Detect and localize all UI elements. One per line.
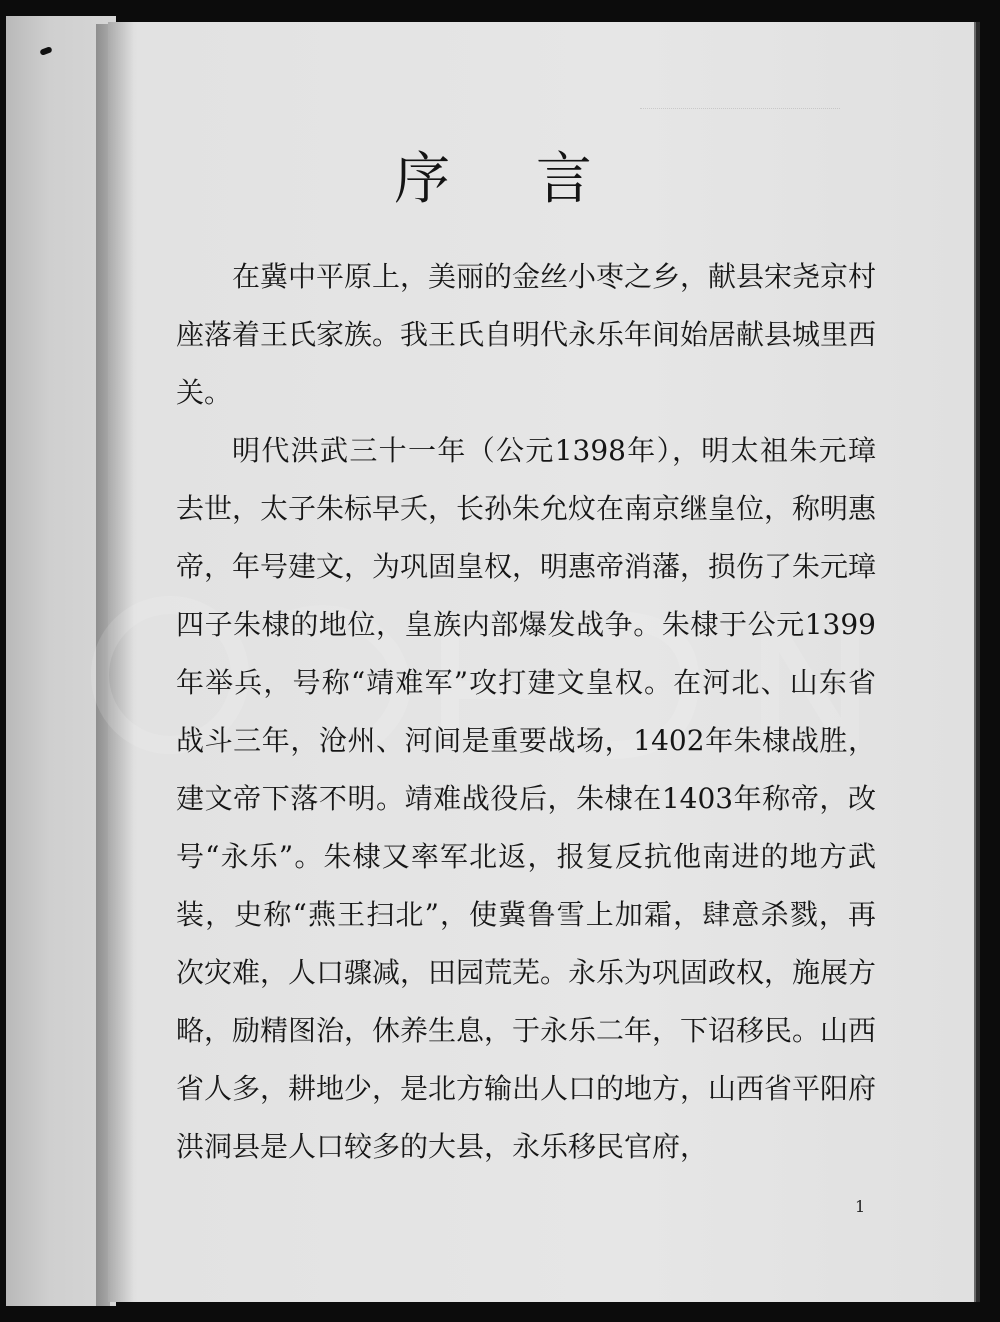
page-gutter-shadow: [108, 22, 134, 1302]
paragraph: 在冀中平原上，美丽的金丝小枣之乡，献县宋尧京村座落着王氏家族。我王氏自明代永乐年间始居献县城里西关。: [176, 260, 877, 409]
page-title: 序 言: [394, 147, 626, 212]
bleed-through-smudge: [640, 84, 840, 109]
page-number: 1: [855, 1197, 866, 1216]
paragraph: 明代洪武三十一年（公元1398年），明太祖朱元璋去世，太子朱标早夭，长孙朱允炆在南京继皇位，称明惠帝，年号建文，为巩固皇权，明惠帝消藩，损伤了朱元璋四子朱棣的地位，皇族内部爆发战争。朱棣于公元1399年举兵，号称“靖难军”攻打建文皇权。在河北、山东省战斗三年，沧州、河间是重要战场，1402年朱棣战胜，建文帝下落不明。靖难战役后，朱棣在1403年称帝，改号“永乐”。朱棣又率军北返，报复反抗他南进的地方武装，史称“燕王扫北”，使冀鲁雪上加霜，肆意杀戮，再次灾难，人口骤减，田园荒芜。永乐为巩固政权，施展方略，励精图治，休养生息，于永乐二年，下诏移民。山西省人多，耕地少，是北方输出人口的地方，山西省平阳府洪洞县是人口较多的大县，永乐移民官府，: [176, 434, 877, 1163]
body-text: [176, 248, 876, 1176]
